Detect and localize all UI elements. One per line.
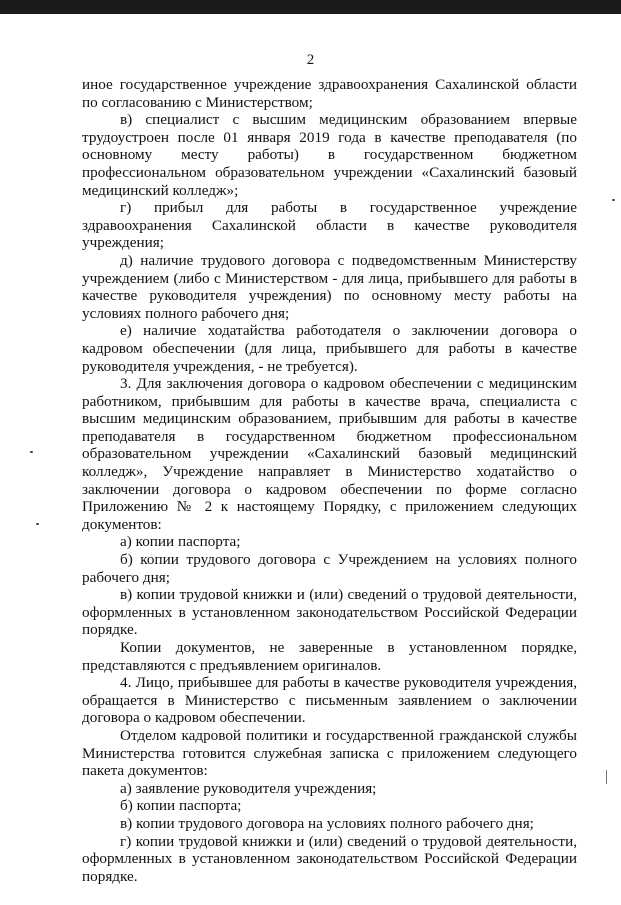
scan-top-border [0,0,621,14]
paragraph: Копии документов, не заверенные в установленном порядке, представляются с предъявлением оригиналов. [82,639,577,674]
scan-speck [612,199,615,201]
paragraph: 3. Для заключения договора о кадровом обеспечении с медицинским работником, прибывшим для работы в качестве врача, специалиста с высшим медицинским образованием, прибывшим для работы в качестве преподавателя в государственном бюджетном профессиональном образовательном учреждении «Сахалинский базовый медицинский колледж», Учреждение направляет в Министерство ходатайство о заключении договора о кадровом обеспечении по форме согласно Приложению № 2 к настоящему Порядку, с приложением следующих документов: [82,375,577,533]
paragraph: г) прибыл для работы в государственное учреждение здравоохранения Сахалинской области в качестве руководителя учреждения; [82,199,577,252]
paragraph: 4. Лицо, прибывшее для работы в качестве руководителя учреждения, обращается в Министерство с письменным заявлением о заключении договора о кадровом обеспечении. [82,674,577,727]
paragraph: г) копии трудовой книжки и (или) сведений о трудовой деятельности, оформленных в установленном законодательством Российской Федерации порядке. [82,832,577,885]
paragraph: Отделом кадровой политики и государственной гражданской службы Министерства готовится служебная записка с приложением следующего пакета документов: [82,726,577,780]
paragraph: в) специалист с высшим медицинским образованием впервые трудоустроен после 01 января 2019 года в качестве преподавателя (по основному месту работы) в государственном бюджетном профессиональном образовательном учреждении «Сахалинский базовый медицинский колледж»; [82,111,577,199]
paragraph: б) копии паспорта; [120,797,242,815]
paragraph: а) копии паспорта; [120,533,241,551]
document-body [82,76,577,885]
paragraph: е) наличие ходатайства работодателя о заключении договора о кадровом обеспечении (для лица, прибывшего для работы в качестве руководителя учреждения, - не требуется). [82,322,577,375]
paragraph: а) заявление руководителя учреждения; [120,779,377,797]
paragraph: б) копии трудового договора с Учреждением на условиях полного рабочего дня; [82,551,577,586]
paragraph: в) копии трудовой книжки и (или) сведений о трудовой деятельности, оформленных в установленном законодательством Российской Федерации порядке. [82,586,577,639]
paragraph: д) наличие трудового договора с подведомственным Министерству учреждением (либо с Министерством - для лица, прибывшего для работы в качестве руководителя учреждения) по основному месту работы на условиях полного рабочего дня; [82,251,577,322]
scan-speck [606,770,607,784]
scan-speck [36,523,39,525]
paragraph: в) копии трудового договора на условиях полного рабочего дня; [120,814,534,832]
paragraph: иное государственное учреждение здравоохранения Сахалинской области по согласованию с Министерством; [82,76,577,111]
scan-speck [30,451,33,453]
page-number: 2 [306,52,315,68]
